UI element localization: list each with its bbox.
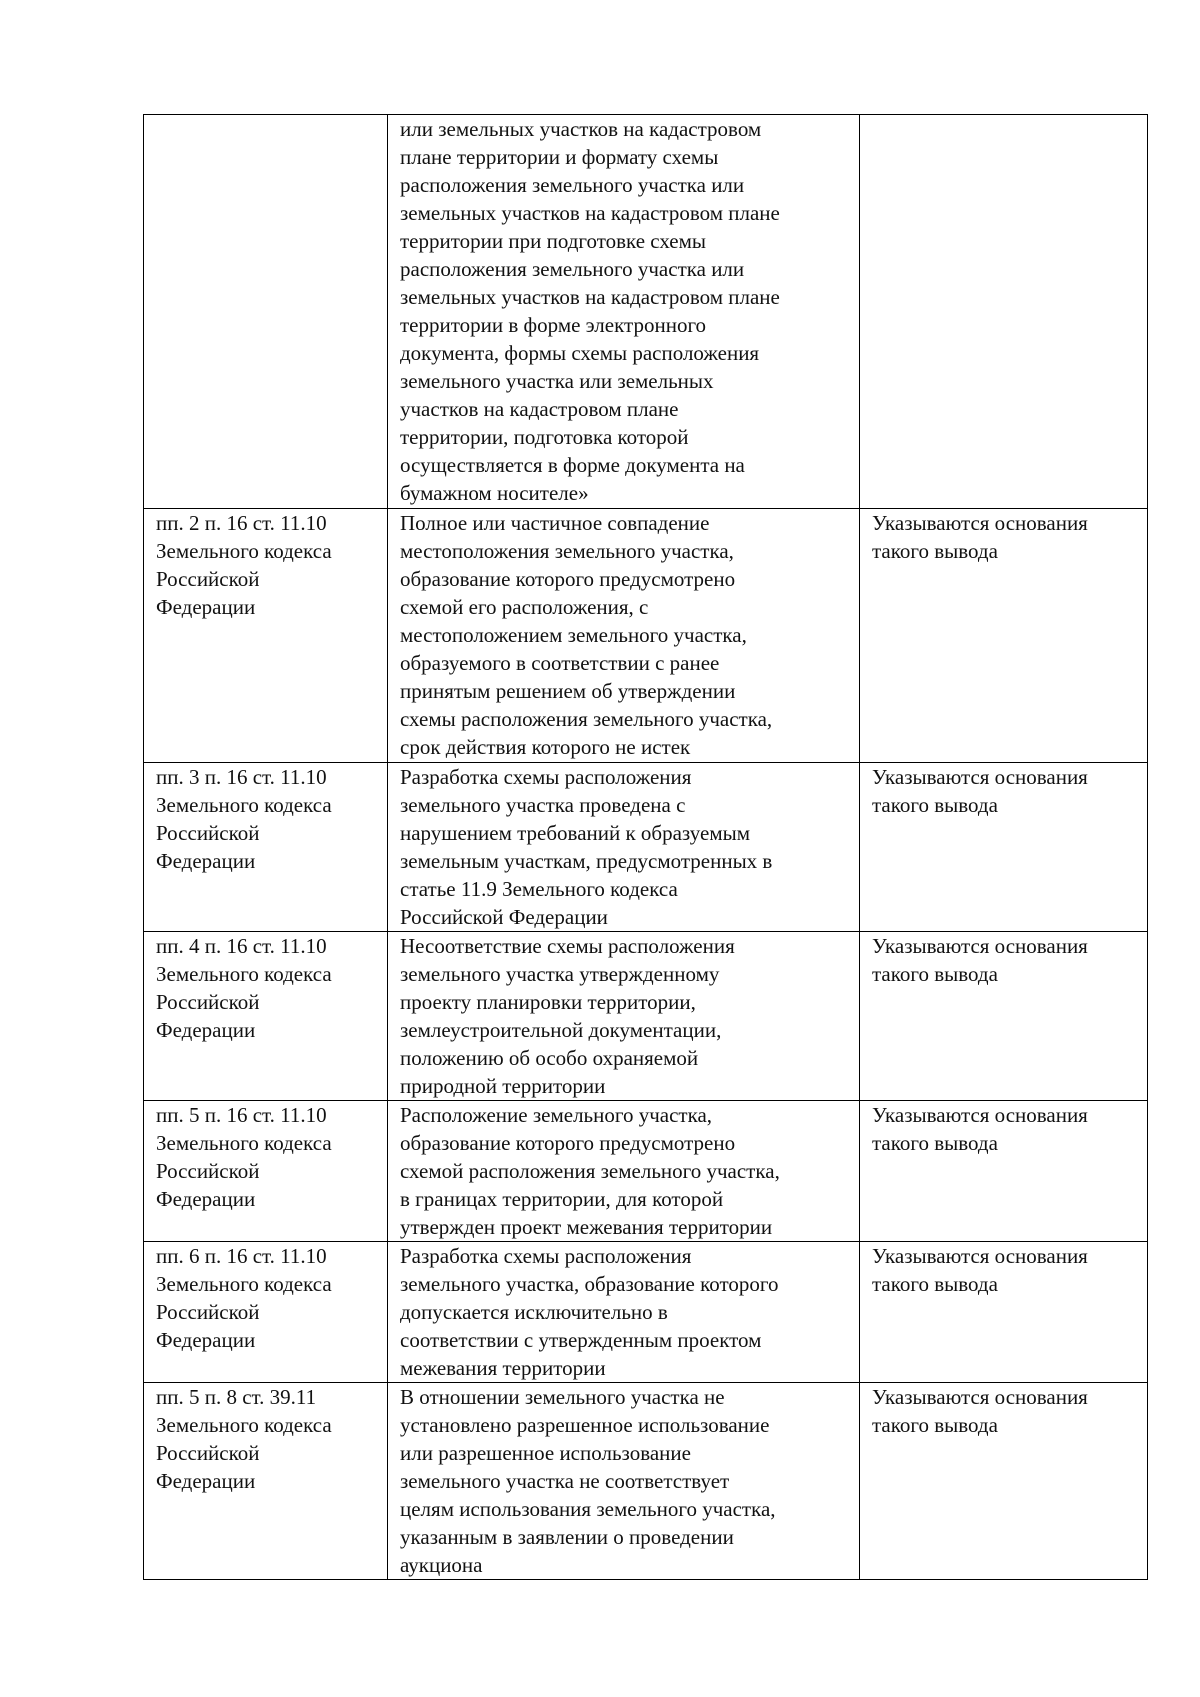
description-text: Полное или частичное совпадение местоположения земельного участка, образование которого предусмотрено схемой его расположения, с местоположением земельного участка, образуемого в соответствии с ранее принятым решением об утверждении схемы расположения земельного участка, срок действия которого не истек bbox=[400, 511, 773, 759]
legal-reference-text: пп. 5 п. 8 ст. 39.11 Земельного кодекса Российской Федерации bbox=[156, 1385, 332, 1493]
legal-reference-cell bbox=[144, 1383, 388, 1580]
table-row bbox=[144, 115, 1148, 509]
note-cell bbox=[860, 932, 1148, 1101]
legal-reference-text: пп. 2 п. 16 ст. 11.10 Земельного кодекса Российской Федерации bbox=[156, 511, 332, 619]
description-text: Разработка схемы расположения земельного участка проведена с нарушением требований к образуемым земельным участкам, предусмотренных в статье 11.9 Земельного кодекса Российской Федерации bbox=[400, 765, 773, 929]
note-cell bbox=[860, 1383, 1148, 1580]
description-cell bbox=[388, 763, 860, 932]
legal-reference-cell bbox=[144, 115, 388, 509]
legal-reference-text: пп. 3 п. 16 ст. 11.10 Земельного кодекса Российской Федерации bbox=[156, 765, 332, 873]
note-cell bbox=[860, 1101, 1148, 1242]
note-cell bbox=[860, 509, 1148, 763]
description-cell bbox=[388, 1242, 860, 1383]
note-text: Указываются основания такого вывода bbox=[872, 1244, 1088, 1296]
description-cell bbox=[388, 115, 860, 509]
description-text: Расположение земельного участка, образование которого предусмотрено схемой расположения земельного участка, в границах территории, для которой утвержден проект межевания территории bbox=[400, 1103, 780, 1239]
table-row bbox=[144, 509, 1148, 763]
note-cell bbox=[860, 763, 1148, 932]
table-row bbox=[144, 1383, 1148, 1580]
note-text: Указываются основания такого вывода bbox=[872, 934, 1088, 986]
description-text: или земельных участков на кадастровом плане территории и формату схемы расположения земельного участка или земельных участков на кадастровом плане территории при подготовке схемы расположения земельного участка или земельных участков на кадастровом плане территории в форме электронного документа, формы схемы расположения земельного участка или земельных участков на кадастровом плане территории, подготовка которой осуществляется в форме документа на бумажном носителе» bbox=[400, 117, 780, 505]
description-cell bbox=[388, 1383, 860, 1580]
legal-reference-cell bbox=[144, 1242, 388, 1383]
table-row bbox=[144, 763, 1148, 932]
legal-reference-text: пп. 5 п. 16 ст. 11.10 Земельного кодекса Российской Федерации bbox=[156, 1103, 332, 1211]
description-cell bbox=[388, 932, 860, 1101]
note-cell bbox=[860, 115, 1148, 509]
legal-reference-cell bbox=[144, 763, 388, 932]
description-text: В отношении земельного участка не установлено разрешенное использование или разрешенное использование земельного участка не соответствует целям использования земельного участка, указанным в заявлении о проведении аукциона bbox=[400, 1385, 776, 1577]
description-text: Несоответствие схемы расположения земельного участка утвержденному проекту планировки территории, землеустроительной документации, положению об особо охраняемой природной территории bbox=[400, 934, 735, 1098]
legal-reference-cell bbox=[144, 509, 388, 763]
description-text: Разработка схемы расположения земельного участка, образование которого допускается исключительно в соответствии с утвержденным проектом межевания территории bbox=[400, 1244, 779, 1380]
note-text: Указываются основания такого вывода bbox=[872, 1385, 1088, 1437]
table-row bbox=[144, 1242, 1148, 1383]
legal-reference-cell bbox=[144, 932, 388, 1101]
table-row bbox=[144, 1101, 1148, 1242]
description-cell bbox=[388, 509, 860, 763]
table-row bbox=[144, 932, 1148, 1101]
description-cell bbox=[388, 1101, 860, 1242]
note-text: Указываются основания такого вывода bbox=[872, 511, 1088, 563]
legal-reference-cell bbox=[144, 1101, 388, 1242]
note-text: Указываются основания такого вывода bbox=[872, 765, 1088, 817]
legal-reference-text: пп. 6 п. 16 ст. 11.10 Земельного кодекса Российской Федерации bbox=[156, 1244, 332, 1352]
legal-reference-text: пп. 4 п. 16 ст. 11.10 Земельного кодекса Российской Федерации bbox=[156, 934, 332, 1042]
note-text: Указываются основания такого вывода bbox=[872, 1103, 1088, 1155]
note-cell bbox=[860, 1242, 1148, 1383]
grounds-table bbox=[143, 114, 1148, 1580]
